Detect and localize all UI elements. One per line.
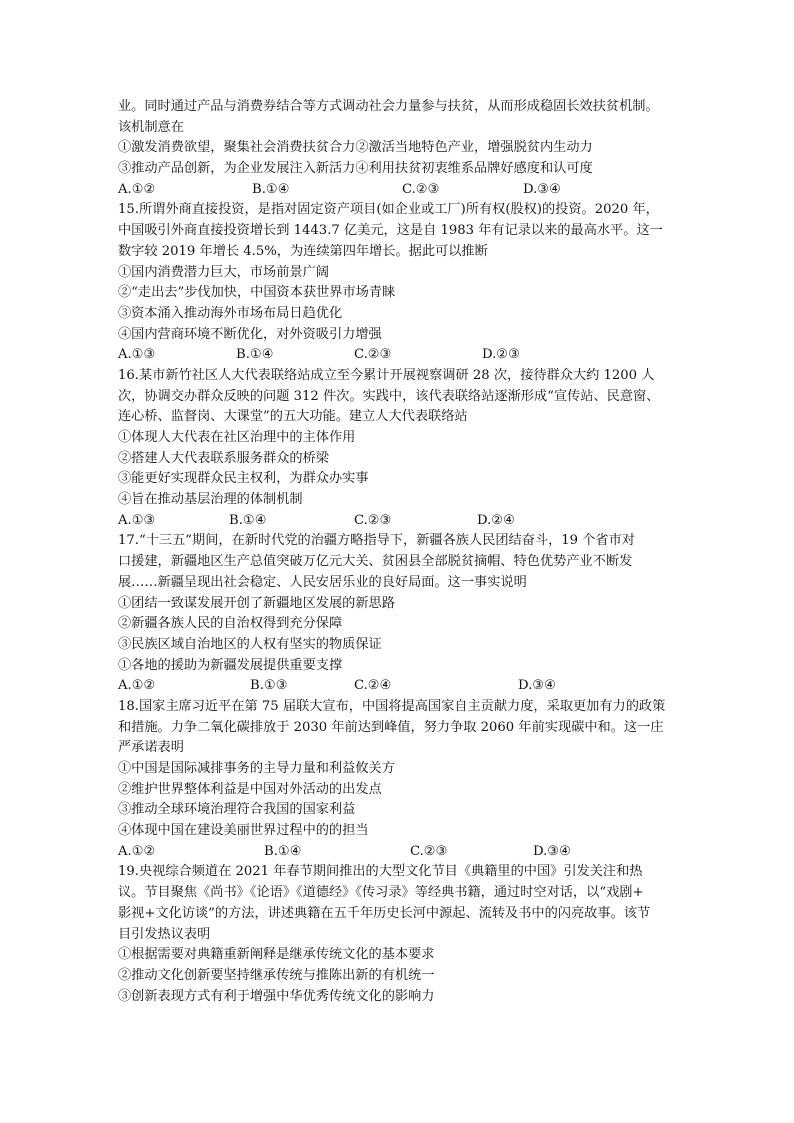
statement-item: ②维护世界整体利益是中国对外活动的出发点 <box>118 781 382 797</box>
option-c: C.②③ <box>354 512 392 528</box>
statement-item: ①中国是国际减排事务的主导力量和利益攸关方 <box>118 761 395 776</box>
statement-item: ①根据需要对典籍重新阐释是继承传统文化的基本要求 <box>118 947 435 963</box>
statement-item: ③创新表现方式有利于增强中华优秀传统文化的影响力 <box>118 988 435 1004</box>
option-c: C.②③ <box>402 181 440 197</box>
question-stem-line: 18.国家主席习近平在第 75 届联大宣布，中国将提高国家自主贡献力度，采取更加有力的政策 <box>118 698 666 714</box>
question-stem-line: 次，协调交办群众反映的问题 312 件次。实践中，该代表联络站逐渐形成“宣传站、民意窗、 <box>118 388 660 404</box>
option-b: B.①④ <box>252 181 290 197</box>
statement-item: ④国内营商环境不断优化，对外资吸引力增强 <box>118 326 382 342</box>
question-stem-line: 连心桥、监督岗、大课堂”的五大功能。建立人大代表联络站 <box>118 409 468 425</box>
option-d: D.②③ <box>482 347 520 363</box>
option-a: A.①② <box>118 181 156 197</box>
question-14-continuation <box>118 97 678 200</box>
option-c: C.②④ <box>354 678 392 694</box>
statement-item: ②搭建人大代表联系服务群众的桥梁 <box>118 450 329 466</box>
question-stem-line: 该机制意在 <box>118 119 184 135</box>
answer-options <box>118 511 678 532</box>
option-a: A.①② <box>118 678 156 694</box>
question-stem-line: 16.某市新竹社区人大代表联络站成立至今累计开展视察调研 28 次，接待群众大约 1200 人 <box>118 367 655 383</box>
option-a: A.①③ <box>118 347 156 363</box>
question-stem-line: 议。节目聚焦《尚书》《论语》《道德经》《传习录》等经典书籍，通过时空对话，以“戏剧+ <box>118 885 644 901</box>
statement-item: ①体现人大代表在社区治理中的主体作用 <box>118 430 356 445</box>
statement-item: ②推动文化创新要坚持继承传统与推陈出新的有机统一 <box>118 967 435 983</box>
option-c: C.②③ <box>354 347 392 363</box>
question-stem-line: 数字较 2019 年增长 4.5%，为连续第四年增长。据此可以推断 <box>118 243 488 259</box>
option-d: D.②④ <box>477 512 515 528</box>
statement-item: ③民族区域自治地区的人权有坚实的物质保证 <box>118 636 382 652</box>
question-stem-line: 严承诺表明 <box>118 740 184 756</box>
option-a: A.①③ <box>118 512 156 528</box>
statement-item: ④体现中国在建设美丽世界过程中的的担当 <box>118 823 369 839</box>
question-stem-line: 目引发热议表明 <box>118 926 211 942</box>
statement-item: ④旨在推动基层治理的体制机制 <box>118 492 303 508</box>
question-17 <box>118 531 678 697</box>
question-stem-line: 口援建，新疆地区生产总值突破万亿元大关、贫困县全部脱贫摘帽、特色优势产业不断发 <box>118 554 633 570</box>
question-15 <box>118 200 678 366</box>
answer-options <box>118 676 678 697</box>
question-stem-line: 业。同时通过产品与消费券结合等方式调动社会力量参与扶贫，从而形成稳固长效扶贫机制。 <box>118 99 659 114</box>
statement-item: ②“走出去”步伐加快，中国资本获世界市场青睐 <box>118 285 396 301</box>
option-b: B.①④ <box>229 512 267 528</box>
question-stem-line: 影视+文化访谈”的方法，讲述典籍在五千年历史长河中源起、流转及书中的闪亮故事。该节 <box>118 905 651 921</box>
statement-item: ②新疆各族人民的自治权得到充分保障 <box>118 616 343 632</box>
statement-item: ③推动产品创新，为企业发展注入新活力④利用扶贫初衷维系品牌好感度和认可度 <box>118 161 593 177</box>
question-stem-line: 展……新疆呈现出社会稳定、人民安居乐业的良好局面。这一事实说明 <box>118 574 527 590</box>
option-b: B.①④ <box>236 347 274 363</box>
answer-options <box>118 842 678 863</box>
question-stem-line: 中国吸引外商直接投资增长到 1443.7 亿美元，这是自 1983 年有记录以来的最高水平。这一 <box>118 223 663 239</box>
option-d: D.③④ <box>533 843 571 859</box>
answer-options <box>118 345 678 366</box>
option-c: C.②③ <box>410 843 448 859</box>
option-b: B.①④ <box>264 843 302 859</box>
question-stem-line: 和措施。力争二氧化碳排放于 2030 年前达到峰值，努力争取 2060 年前实现碳中和。这一庄 <box>118 719 664 735</box>
answer-options <box>118 180 678 201</box>
option-d: D.③④ <box>523 181 561 197</box>
option-d: D.③④ <box>518 678 556 694</box>
statement-item: ③能更好实现群众民主权利，为群众办实事 <box>118 471 369 487</box>
question-stem-line: 19.央视综合频道在 2021 年春节期间推出的大型文化节目《典籍里的中国》引发关注和热 <box>118 864 643 880</box>
statement-item: ①国内消费潜力巨大，市场前景广阔 <box>118 264 329 280</box>
statement-item: ③推动全球环境治理符合我国的国家利益 <box>118 802 356 818</box>
option-b: B.①③ <box>250 678 288 694</box>
exam-page <box>118 97 678 1007</box>
option-a: A.①② <box>118 843 156 859</box>
question-19 <box>118 862 678 1007</box>
question-18 <box>118 697 678 863</box>
statement-item: ③资本涌入推动海外市场布局日趋优化 <box>118 305 343 321</box>
question-stem-line: 17.“十三五”期间，在新时代党的治疆方略指导下，新疆各族人民团结奋斗，19 个省市对 <box>118 533 635 549</box>
statement-item: ①激发消费欲望，聚集社会消费扶贫合力②激活当地特色产业，增强脱贫内生动力 <box>118 140 593 156</box>
statement-item: ①各地的援助为新疆发展提供重要支撑 <box>118 657 343 673</box>
question-16 <box>118 366 678 532</box>
question-stem-line: 15.所谓外商直接投资，是指对固定资产项目(如企业或工厂)所有权(股权)的投资。2020 年， <box>118 202 659 218</box>
statement-item: ①团结一致谋发展开创了新疆地区发展的新思路 <box>118 595 395 611</box>
